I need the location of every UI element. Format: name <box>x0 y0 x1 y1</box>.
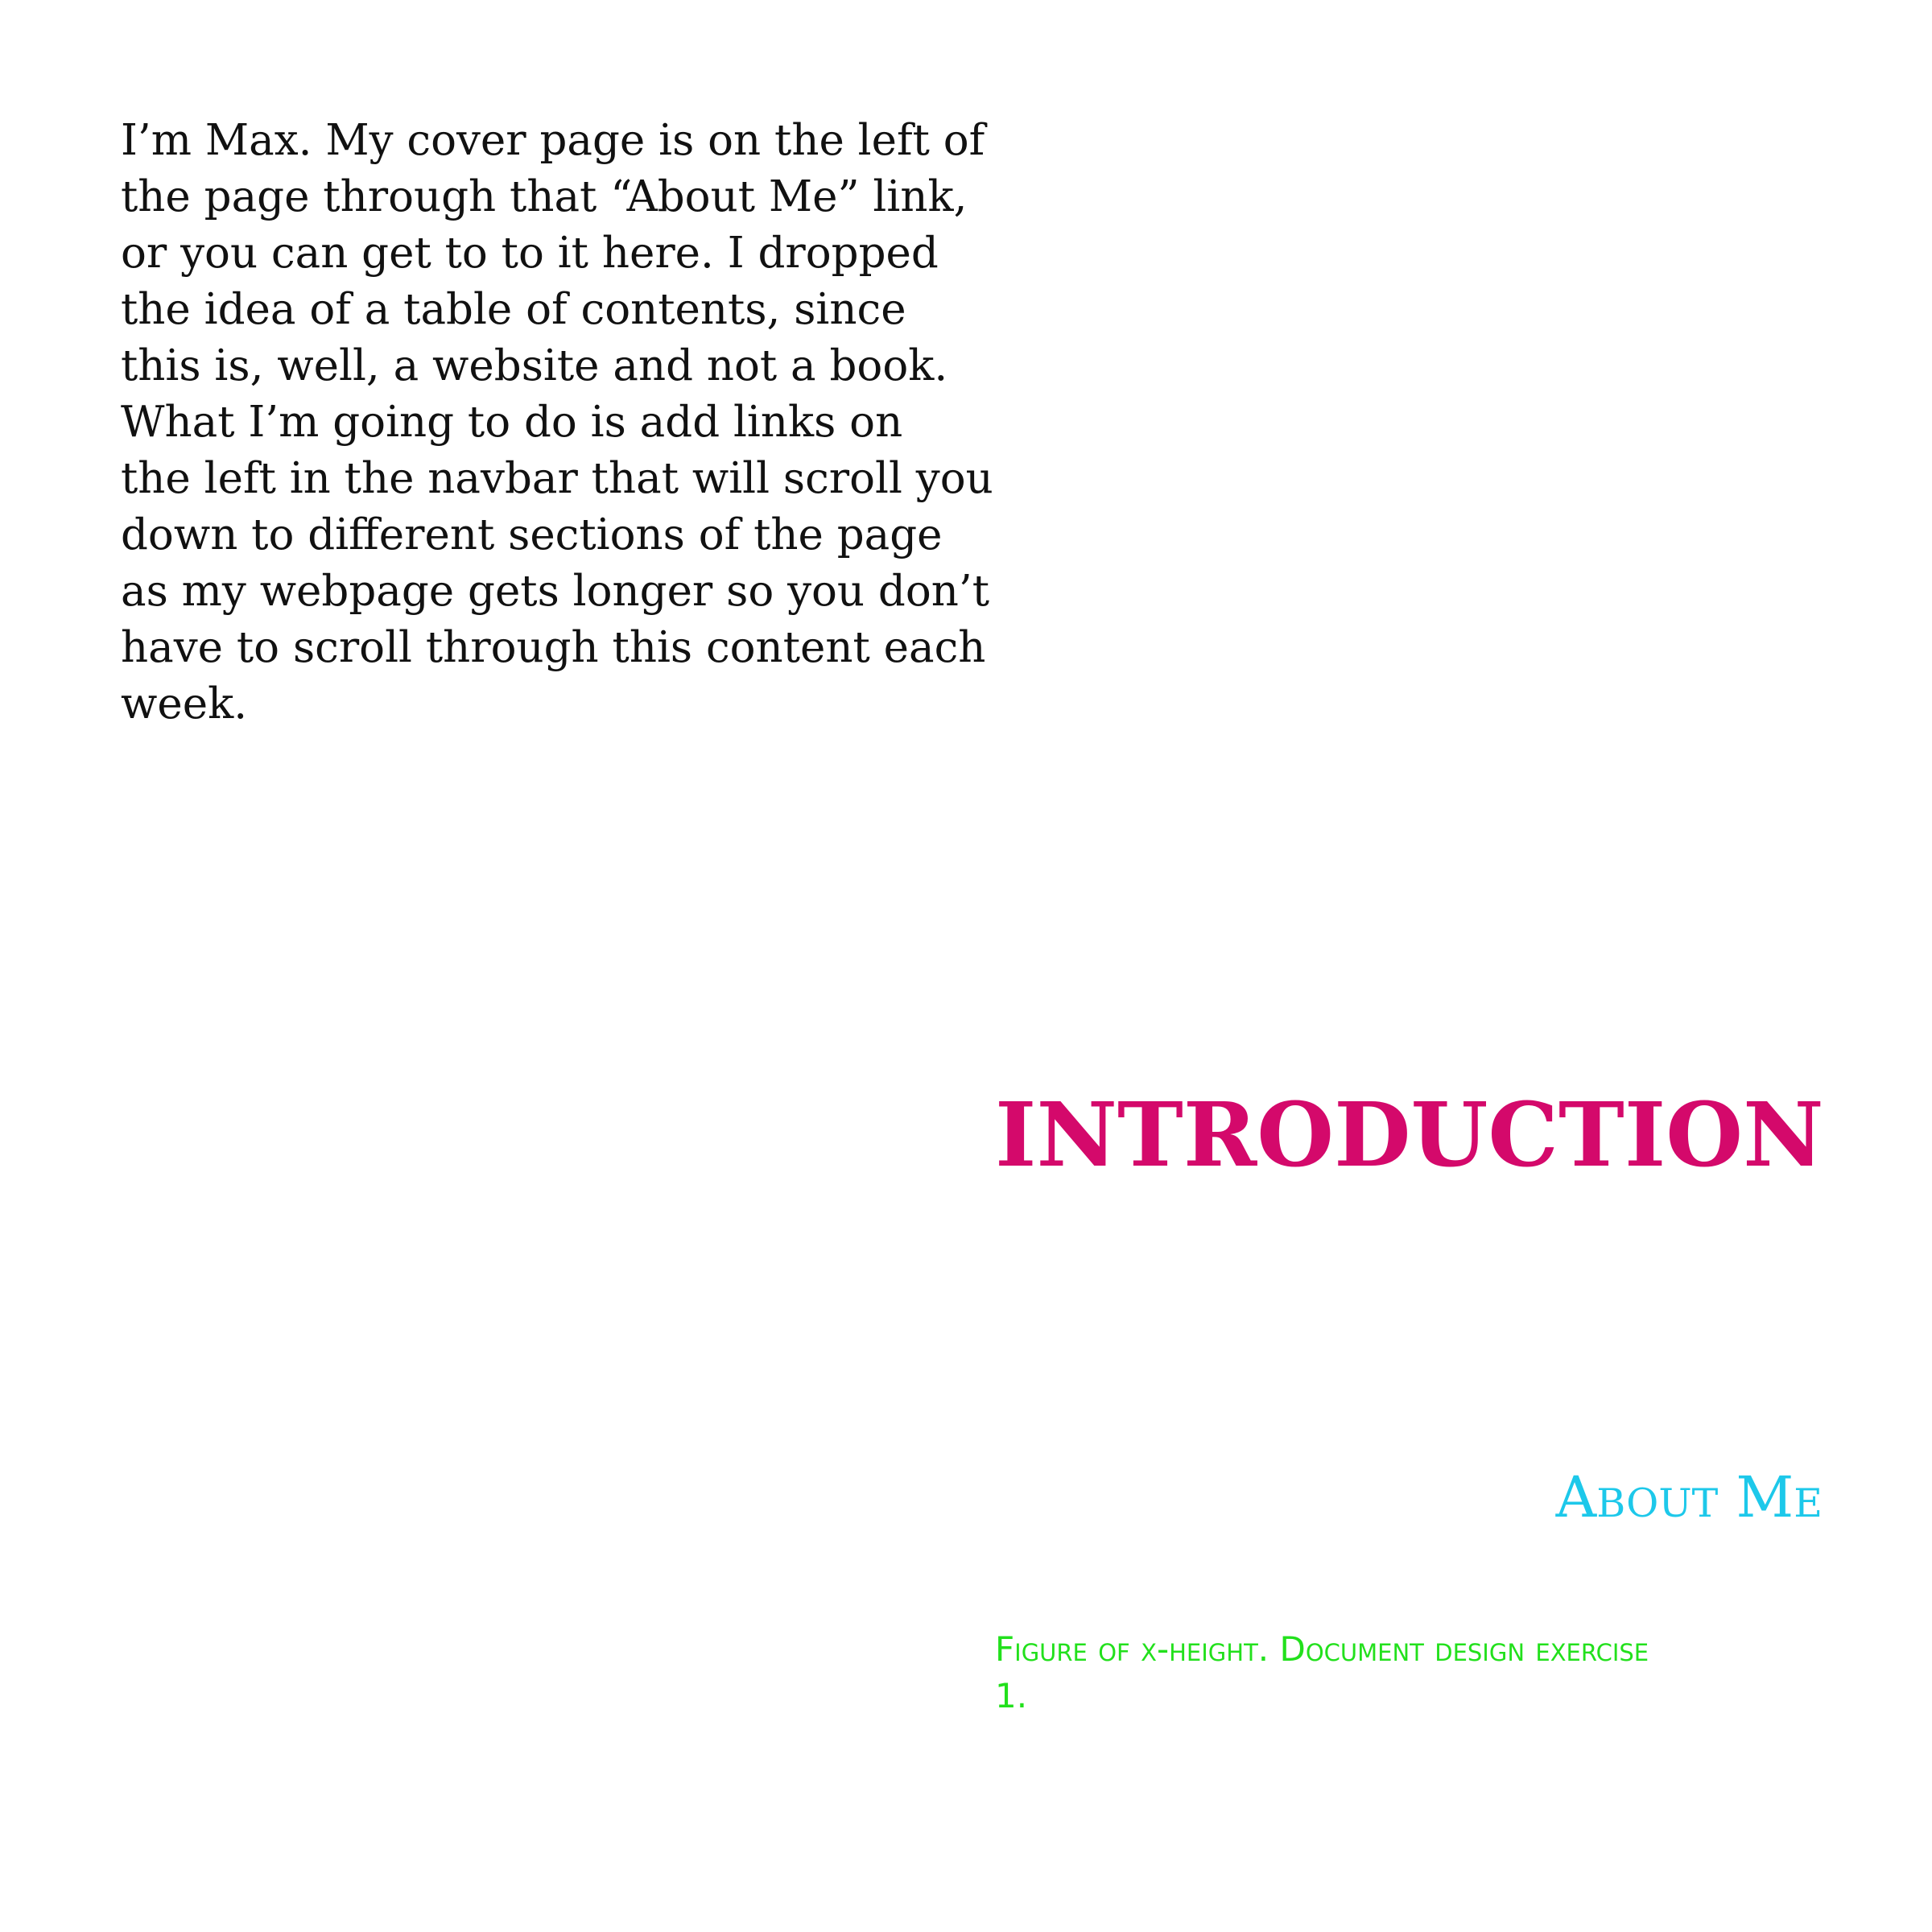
intro-line: What I’m going to do is add links on <box>121 398 903 447</box>
intro-line: the idea of a table of contents, since <box>121 285 906 334</box>
about-me-link[interactable]: About Me <box>1555 1464 1823 1530</box>
intro-line: the left in the navbar that will scroll you <box>121 454 993 503</box>
section-title: INTRODUCTION <box>995 1083 1824 1187</box>
intro-line: this is, well, a website and not a book. <box>121 341 948 390</box>
caption-line: 1. <box>995 1676 1028 1715</box>
figure-caption <box>995 1626 1824 1719</box>
intro-line: or you can get to to it here. I dropped <box>121 229 939 278</box>
caption-line: Figure of x-height. Document design exercise <box>995 1629 1649 1669</box>
intro-paragraph <box>121 113 993 733</box>
intro-line: have to scroll through this content each <box>121 623 986 672</box>
intro-line: I’m Max. My cover page is on the left of <box>121 116 985 165</box>
intro-line: down to different sections of the page <box>121 510 943 559</box>
intro-line: the page through that “About Me” link, <box>121 172 968 221</box>
intro-line: week. <box>121 679 248 729</box>
intro-line: as my webpage gets longer so you don’t <box>121 567 990 616</box>
